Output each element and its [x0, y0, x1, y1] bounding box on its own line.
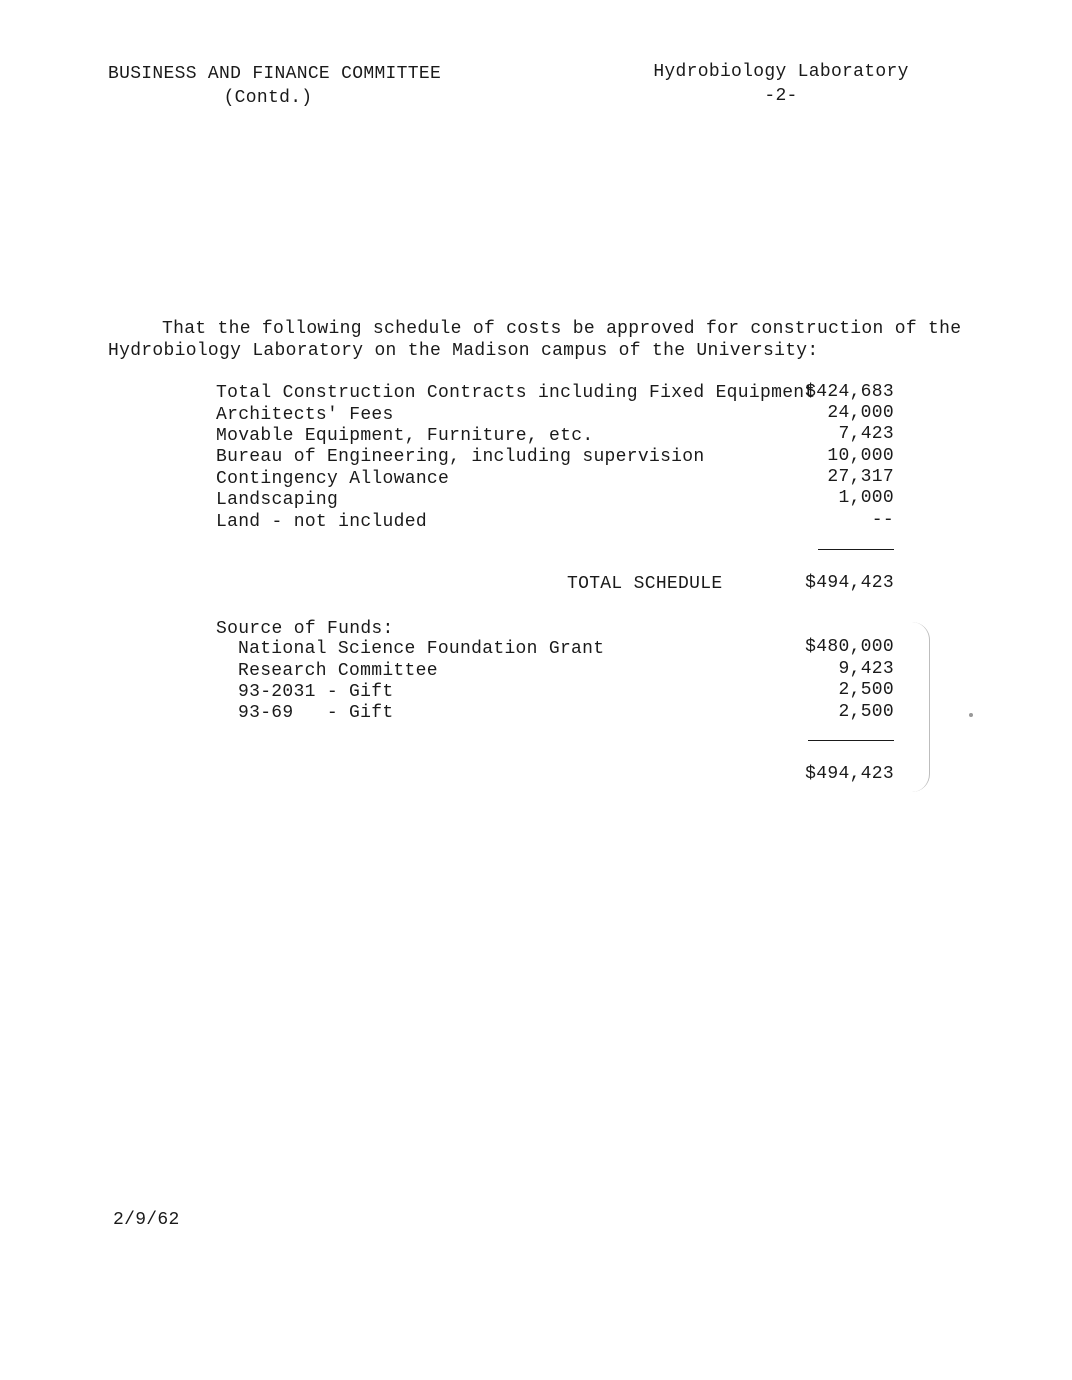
margin-brace-mark: [905, 622, 930, 792]
fund-item-label: 93-69 - Gift: [238, 703, 394, 723]
funds-total-rule: [808, 740, 894, 741]
schedule-item-label: Landscaping: [216, 490, 339, 510]
fund-item-label: Research Committee: [238, 661, 438, 681]
total-schedule-amount: $494,423: [805, 573, 894, 593]
contd-label: (Contd.): [223, 88, 313, 108]
schedule-item-label: Architects' Fees: [216, 405, 394, 425]
funds-total-amount: $494,423: [805, 764, 894, 784]
fund-item-label: 93-2031 - Gift: [238, 682, 394, 702]
committee-title: BUSINESS AND FINANCE COMMITTEE: [108, 64, 442, 84]
page-number: -2-: [764, 86, 798, 106]
fund-item-amount: 2,500: [838, 702, 894, 722]
schedule-item-label: Bureau of Engineering, including supervision: [216, 447, 705, 467]
subtotal-rule: [818, 549, 894, 550]
fund-item-label: National Science Foundation Grant: [238, 639, 605, 659]
schedule-item-amount: 24,000: [827, 403, 894, 423]
total-schedule-label: TOTAL SCHEDULE: [567, 574, 723, 594]
margin-ink-dot: [969, 713, 973, 717]
funds-heading: Source of Funds:: [216, 619, 394, 639]
schedule-item-amount: 10,000: [827, 446, 894, 466]
schedule-item-amount: 7,423: [838, 424, 894, 444]
fund-item-amount: 2,500: [838, 680, 894, 700]
schedule-item-label: Contingency Allowance: [216, 469, 450, 489]
schedule-item-label: Land - not included: [216, 512, 427, 532]
schedule-item-amount: 1,000: [838, 488, 894, 508]
schedule-item-label: Movable Equipment, Furniture, etc.: [216, 426, 594, 446]
fund-item-amount: $480,000: [805, 637, 894, 657]
resolution-line-2: Hydrobiology Laboratory on the Madison campus of the University:: [108, 341, 819, 361]
schedule-item-amount: 27,317: [827, 467, 894, 487]
document-date: 2/9/62: [113, 1210, 180, 1230]
schedule-item-amount: --: [871, 510, 894, 530]
schedule-item-label: Total Construction Contracts including Fixed Equipment: [216, 383, 816, 403]
fund-item-amount: 9,423: [838, 659, 894, 679]
subject-title: Hydrobiology Laboratory: [653, 62, 909, 82]
resolution-line-1: That the following schedule of costs be approved for construction of the: [162, 319, 962, 339]
schedule-item-amount: $424,683: [805, 382, 894, 402]
